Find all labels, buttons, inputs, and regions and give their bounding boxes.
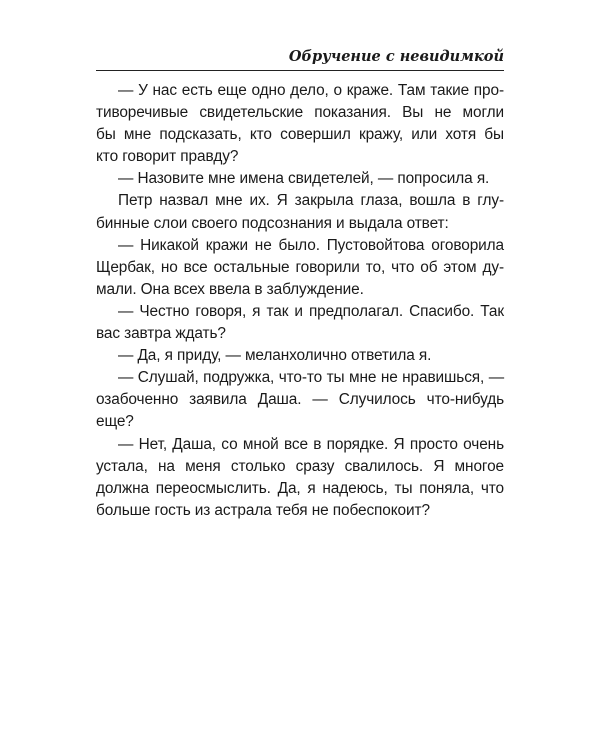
text-line: — Да, я приду, — меланхолично ответила я.: [118, 347, 432, 365]
text-line: — Назовите мне имена свидетелей, — попросила я.: [118, 170, 490, 188]
text-line: бы мне подсказать, кто совершил кражу, или хотя бы: [96, 126, 504, 144]
text-line: тиворечивые свидетельские показания. Вы не могли: [96, 104, 504, 122]
text-line: бинные слои своего подсознания и выдала ответ:: [96, 214, 449, 232]
text-line: кто говорит правду?: [96, 148, 239, 166]
body-text: [96, 80, 504, 522]
text-line: — У нас есть еще одно дело, о краже. Там такие про-: [118, 82, 504, 99]
running-head: Обручение с невидимкой: [288, 48, 504, 65]
header-rule: [96, 70, 504, 71]
text-line: больше гость из астрала тебя не побеспокоит?: [96, 501, 430, 519]
text-line: — Нет, Даша, со мной все в порядке. Я просто очень: [118, 435, 504, 453]
text-line: еще?: [96, 413, 134, 431]
text-line: мали. Она всех ввела в заблуждение.: [96, 280, 364, 298]
text-line: — Никакой кражи не было. Пустовойтова оговорила: [118, 236, 504, 254]
text-line: устала, на меня столько сразу свалилось. Я многое: [96, 457, 504, 475]
text-line: озабоченно заявила Даша. — Случилось что-нибудь: [96, 391, 504, 409]
text-line: — Слушай, подружка, что-то ты мне не нравишься, —: [118, 369, 504, 387]
text-line: Щербак, но все остальные говорили то, что об этом ду-: [96, 258, 504, 276]
text-line: должна переосмыслить. Да, я надеюсь, ты поняла, что: [96, 479, 504, 497]
text-line: вас завтра ждать?: [96, 325, 226, 343]
text-line: — Честно говоря, я так и предполагал. Спасибо. Так: [118, 302, 504, 320]
text-line: Петр назвал мне их. Я закрыла глаза, вошла в глу-: [118, 192, 504, 210]
